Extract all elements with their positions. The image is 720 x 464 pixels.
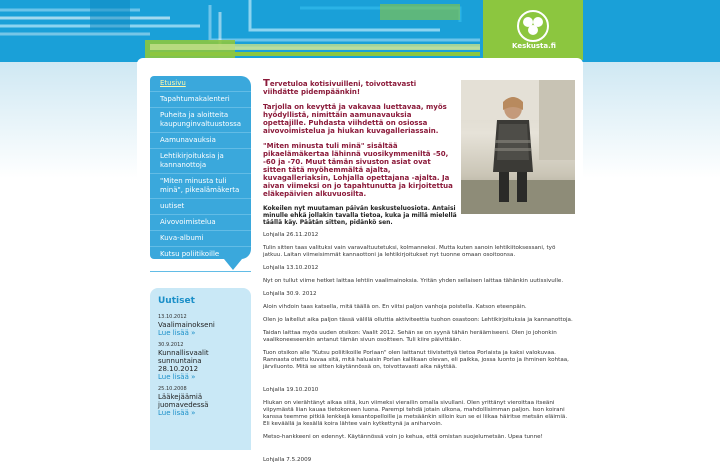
news-item <box>158 314 243 338</box>
nav-item-etusivu[interactable]: Etusivu <box>150 76 251 92</box>
news-date: 30.9.2012 <box>158 342 184 348</box>
news-read-more-link[interactable]: Lue lisää » <box>158 329 196 337</box>
post-paragraph: Aloin vihdoin taas katsella, mitä täällä on. En viitsi paljon vanhoja poistella. Katson eteenpäin. <box>263 304 527 310</box>
nav-item-miten-minusta[interactable]: "Miten minusta tuli minä", pikealämäkerta <box>150 174 251 199</box>
welcome-first-letter: T <box>263 78 270 89</box>
intro-paragraph: Tarjolla on kevyttä ja vakavaa luettavaa, myös hyödyllistä, nimittäin aamunavauksia opettajille. Puhdasta viihdettä on osiossa aivovoimistelua ja hiukan kuvagalleriassain. <box>263 103 447 135</box>
welcome-rest: ervetuloa kotisivuilleni, toivottavasti viihdätte pidempäänkin! <box>263 80 417 96</box>
post-date: Lohjalla 19.10.2010 <box>263 387 319 393</box>
clover-logo-icon[interactable] <box>514 10 552 42</box>
post-date: Lohjalla 13.10.2012 <box>263 265 319 271</box>
nav-item-aivovoimistelua[interactable]: Aivovoimistelua <box>150 215 251 231</box>
post-date: Lohjalla 26.11.2012 <box>263 232 319 238</box>
news-box <box>150 288 251 450</box>
post-date: Lohjalla 7.5.2009 <box>263 457 312 463</box>
spacer <box>263 377 575 387</box>
nav-item-kuva-albumi[interactable]: Kuva-albumi <box>150 231 251 247</box>
post-paragraph: Tulin sitten taas valituksi vain varavaltuutetuksi, kolmanneksi. Mutta kuten sanoin lehtikiitoksessani, työ jatkuu. Laitan viimeisimmät kannaottoni ja lehtikirjoitukset nyt tuonne omaan osoitoonsa. <box>263 245 556 258</box>
post-paragraph: Tuon otsikon alle "Kutsu poliitikoille Porlaan" olen laittanut tiivistettyä tietoa Porlaista ja kaksi valokuvaa. Rannasta otettu kuvaa sitä, mitä haluaisin Porlan kallikaan olevan, eli paikka, jossa luonto ja ihminen kohtaa, järviluonto. Mitä se sitten käytännössä on, toivottavasti aika näyttää. <box>263 350 569 370</box>
main-content <box>263 78 575 463</box>
header-right-strip <box>583 0 720 62</box>
right-background <box>583 62 720 450</box>
nav-item-puheita[interactable]: Puheita ja aloitteita kaupunginvaltuustossa <box>150 108 251 133</box>
news-headline: Kunnallisvaalit sunnuntaina 28.10.2012 <box>158 349 209 373</box>
news-headline: Lääkejäämiä juomavedessä <box>158 393 209 409</box>
nav-item-kutsu-poliitikoille[interactable]: Kutsu poliitikoille Porlaan <box>150 247 251 272</box>
intro-block <box>263 80 453 198</box>
post-paragraph: Nyt on tullut viime hetket laittaa lehtiin vaalimainoksia. Yritän yhden sellaisen laittaa tähänkin uutissivulle. <box>263 278 564 284</box>
news-date: 25.10.2008 <box>158 386 187 392</box>
news-title: Uutiset <box>158 296 195 306</box>
main-navigation <box>150 76 251 283</box>
post-date: Lohjalla 30.9. 2012 <box>263 291 317 297</box>
news-item <box>158 386 243 418</box>
nav-item-lehtikirjoituksia[interactable]: Lehtikirjoituksia ja kannanottoja <box>150 149 251 174</box>
spacer <box>263 447 575 457</box>
news-read-more-link[interactable]: Lue lisää » <box>158 409 196 417</box>
post-paragraph: Olen jo laitellut aika paljon tässä välillä olluttia aktiviteettia tuohon osastoon: Lehtikirjoituksia ja kannanottoja. <box>263 317 573 323</box>
blog-text <box>263 232 575 464</box>
welcome-heading <box>263 80 453 96</box>
nav-item-aamunavauksia[interactable]: Aamunavauksia <box>150 133 251 149</box>
discussion-notice: Kokeilen nyt muutaman päivän keskusteluosiota. Antaisi minulle ehkä jollakin tavalla tietoa, kuka ja millä mielellä täällä käy. Päätän sitten, pidänkö sen. <box>263 205 457 226</box>
nav-item-keskustelupalsta[interactable]: Keskustelupalsta <box>160 275 219 283</box>
post-paragraph: Metso-hankkeeni on edennyt. Käytännössä voin jo kehua, että omistan suojelumetsän. Upea tunne! <box>263 434 543 440</box>
intro-paragraph: "Miten minusta tuli minä" sisältää pikaelämäkertaa lähinnä vuosikymmeniltä -50, -60 ja -70. Muut tämän sivuston asiat ovat sitten tätä myöhemmältä ajalta, kuvagalleriaksin, Lohjalla opettajana -ajalta. Ja aivan viimeksi on jo tapahtunutta ja kirjoitettua eläkepäivien alkuvuosilta. <box>263 142 453 198</box>
nav-item-tapahtumakalenteri[interactable]: Tapahtumakalenteri <box>150 92 251 108</box>
news-read-more-link[interactable]: Lue lisää » <box>158 373 196 381</box>
post-paragraph: Taidan laittaa myös uuden otsikon: Vaalit 2012. Sehän se on syynä tähän heräämiseeni. Olen jo johonkin vaalikoneeseenkin antanut tämän sivun osoitteen. Tuli kiire päivittään. <box>263 330 557 343</box>
news-date: 13.10.2012 <box>158 314 187 320</box>
nav-pointer-decoration <box>224 259 242 270</box>
logo-text[interactable]: Keskusta.fi <box>512 42 556 50</box>
nav-item-uutiset[interactable]: uutiset <box>150 199 251 215</box>
news-headline: Vaalimainokseni <box>158 321 215 329</box>
left-background <box>0 62 137 450</box>
post-paragraph: Hiukan on vierähtänyt aikaa siitä, kun viimeksi vierailin omalla sivullani. Olen yrittänyt vieroittaa itseäni viipymästä liian kauaa tietokoneen luona. Parempi tehdä jotain ulkona, mahdollisimman paljon. Ison koirani kanssa teemme pitkiä lenkkejä kesantopelloille ja metsäänkin silloin kun se ei liikaa häiritse metsän eläimiä. Eli keväällä ja kesällä koira lähtee vain kytkettynä ja aniharvoin. <box>263 400 568 427</box>
news-item <box>158 342 243 382</box>
